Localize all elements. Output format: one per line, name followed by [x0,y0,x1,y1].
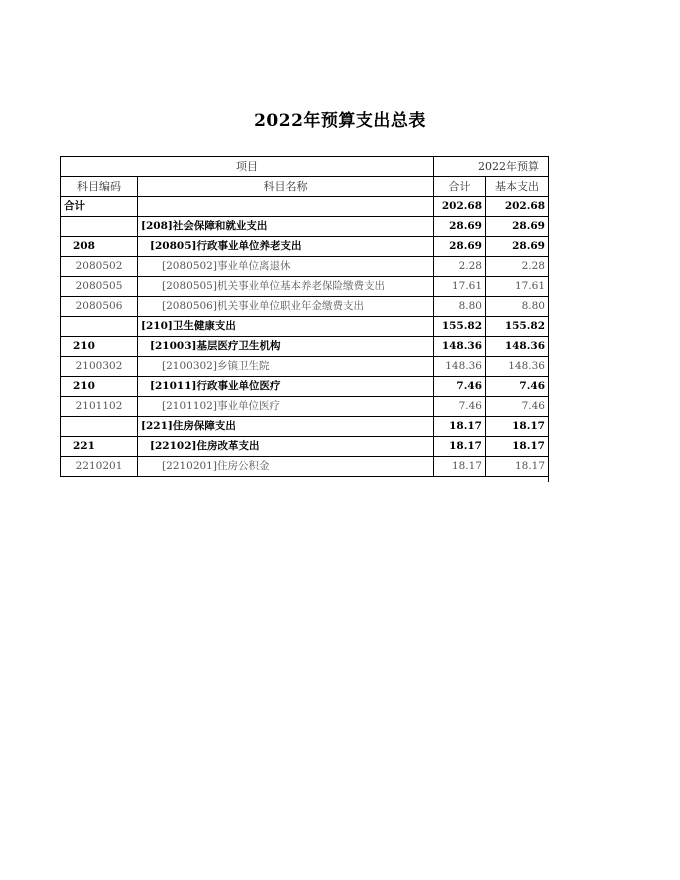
table-row [61,277,550,297]
cell-basic: 18.17 [486,437,549,457]
cell-basic: 8.80 [486,297,549,317]
cell-code [61,317,138,337]
table-right-border [548,156,549,482]
cell-basic: 18.17 [486,417,549,437]
table-row [61,317,550,337]
cell-basic: 18.17 [486,457,549,477]
cell-code: 2080506 [61,297,138,317]
cell-total: 7.46 [434,377,486,397]
cell-total: 28.69 [434,237,486,257]
cell-total: 18.17 [434,457,486,477]
table-row [61,457,550,477]
cell-name: [21011]行政事业单位医疗 [138,377,434,397]
cell-name [138,197,434,217]
cell-name: [208]社会保障和就业支出 [138,217,434,237]
table-row [61,257,550,277]
cell-name: [22102]住房改革支出 [138,437,434,457]
cell-basic: 28.69 [486,237,549,257]
column-header-name: 科目名称 [138,177,434,197]
cell-total: 17.61 [434,277,486,297]
cell-code: 221 [61,437,138,457]
cell-total: 155.82 [434,317,486,337]
cell-total: 8.80 [434,297,486,317]
cell-basic: 148.36 [486,357,549,377]
table-row [61,437,550,457]
cell-total: 18.17 [434,437,486,457]
cell-code: 合计 [61,197,138,217]
cell-code: 2080502 [61,257,138,277]
table-row [61,417,550,437]
column-header-total: 合计 [434,177,486,197]
header-row-columns [61,177,550,197]
table-row [61,297,550,317]
page-title: 2022年预算支出总表 [254,111,426,131]
budget-table-viewport [60,156,549,482]
cell-basic: 17.61 [486,277,549,297]
cell-code: 2210201 [61,457,138,477]
cell-code: 2100302 [61,357,138,377]
table-row [61,217,550,237]
header-row-group [61,157,550,177]
cell-code: 2101102 [61,397,138,417]
cell-basic: 28.69 [486,217,549,237]
cell-total: 148.36 [434,357,486,377]
budget-table [60,156,549,477]
cell-basic: 148.36 [486,337,549,357]
cell-name: [2210201]住房公积金 [138,457,434,477]
table-row [61,357,550,377]
table-row [61,377,550,397]
cell-name: [210]卫生健康支出 [138,317,434,337]
cell-name: [221]住房保障支出 [138,417,434,437]
cell-basic: 7.46 [486,397,549,417]
cell-name: [20805]行政事业单位养老支出 [138,237,434,257]
cell-total: 28.69 [434,217,486,237]
cell-total: 2.28 [434,257,486,277]
column-header-code: 科目编码 [61,177,138,197]
cell-name: [2080502]事业单位离退休 [138,257,434,277]
cell-total: 7.46 [434,397,486,417]
cell-code: 210 [61,337,138,357]
cell-code: 210 [61,377,138,397]
cell-code [61,217,138,237]
cell-basic: 202.68 [486,197,549,217]
table-row [61,237,550,257]
cell-total: 18.17 [434,417,486,437]
cell-basic: 2.28 [486,257,549,277]
cell-basic: 7.46 [486,377,549,397]
cell-code [61,417,138,437]
cell-name: [2100302]乡镇卫生院 [138,357,434,377]
table-row [61,397,550,417]
table-row [61,337,550,357]
cell-name: [2101102]事业单位医疗 [138,397,434,417]
cell-name: [2080505]机关事业单位基本养老保险缴费支出 [138,277,434,297]
cell-basic: 155.82 [486,317,549,337]
group-header-budget: 2022年预算 [434,157,550,177]
cell-total: 148.36 [434,337,486,357]
cell-name: [21003]基层医疗卫生机构 [138,337,434,357]
column-header-basic: 基本支出 [486,177,549,197]
cell-name: [2080506]机关事业单位职业年金缴费支出 [138,297,434,317]
group-header-project: 项目 [61,157,434,177]
cell-total: 202.68 [434,197,486,217]
table-row [61,197,550,217]
cell-code: 2080505 [61,277,138,297]
cell-code: 208 [61,237,138,257]
